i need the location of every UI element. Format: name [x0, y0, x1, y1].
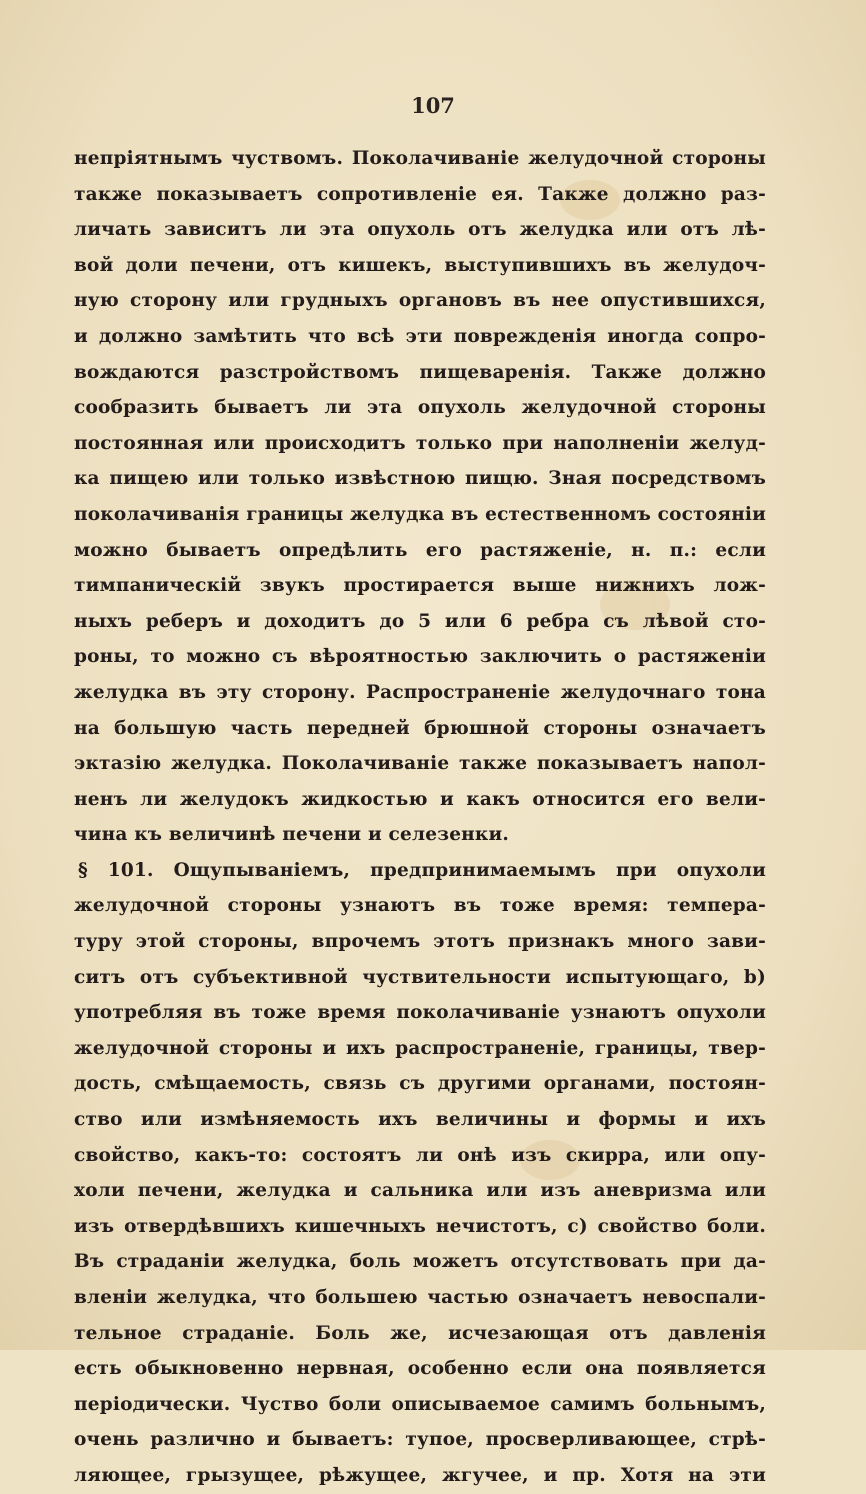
text-line: свойство, какъ-то: состоятъ ли онѣ изъ скирра, или опу-: [74, 1144, 766, 1166]
text-line: ство или измѣняемость ихъ величины и формы и ихъ: [74, 1109, 766, 1131]
text-line: очень различно и бываетъ: тупое, просверливающее, стрѣ-: [74, 1429, 766, 1451]
text-line: вождаются разстройствомъ пищеваренія. Также должно: [74, 361, 766, 383]
text-line: вленіи желудка, что большею частью означаетъ невоспали-: [74, 1287, 766, 1308]
text-line: ляющее, грызущее, рѣжущее, жгучее, и пр. Хотя на эти: [74, 1464, 766, 1486]
text-line: личать зависитъ ли эта опухоль отъ желудка или отъ лѣ-: [74, 219, 766, 241]
text-line: желудочной стороны узнаютъ въ тоже время: темпера-: [74, 895, 766, 917]
text-line: постоянная или происходитъ только при наполненіи желуд-: [74, 432, 766, 454]
text-line: можно бываетъ опредѣлить его растяженіе, н. п.: если: [74, 539, 766, 561]
text-line: также показываетъ сопротивленіе ея. Также должно раз-: [74, 183, 766, 205]
text-line: и должно замѣтить что всѣ эти поврежденія иногда сопро-: [74, 325, 766, 347]
text-line: изъ отвердѣвшихъ кишечныхъ нечистотъ, c) свойство боли.: [74, 1215, 766, 1237]
text-line: эктазію желудка. Поколачиваніе также показываетъ напол-: [74, 753, 766, 775]
text-line: ную сторону или грудныхъ органовъ въ нее опустившихся,: [74, 290, 766, 312]
text-line: на большую часть передней брюшной стороны означаетъ: [74, 717, 766, 739]
text-line: тельное страданіе. Боль же, исчезающая отъ давленія: [74, 1322, 766, 1344]
text-line: употребляя въ тоже время поколачиваніе узнаютъ опухоли: [74, 1002, 766, 1024]
text-line-paragraph-end: чина къ величинѣ печени и селезенки.: [74, 824, 510, 846]
body-text: [74, 141, 766, 1494]
text-line: тимпаническій звукъ простирается выше нижнихъ лож-: [74, 575, 766, 597]
page-number: 107: [411, 93, 455, 118]
text-line: вой доли печени, отъ кишекъ, выступившихъ въ желудоч-: [74, 254, 766, 276]
text-line-section-start: § 101. Ощупываніемъ, предпринимаемымъ при опухоли: [78, 859, 766, 881]
text-line: ситъ отъ субъективной чуствительности испытующаго, b): [74, 966, 766, 988]
text-line: туру этой стороны, впрочемъ этотъ признакъ много зави-: [74, 931, 766, 953]
text-line: сообразить бываетъ ли эта опухоль желудочной стороны: [74, 397, 766, 419]
text-line: ныхъ реберъ и доходитъ до 5 или 6 ребра съ лѣвой сто-: [74, 610, 766, 632]
text-line: поколачиванія границы желудка въ естественномъ состояніи: [74, 503, 766, 525]
text-line: желудка въ эту сторону. Распространеніе желудочнаго тона: [74, 681, 766, 703]
text-line: ненъ ли желудокъ жидкостью и какъ относится его вели-: [74, 788, 766, 810]
text-line: дость, смѣщаемость, связь съ другими органами, постоян-: [74, 1073, 766, 1095]
text-line: роны, то можно съ вѣроятностью заключить о растяженіи: [74, 646, 766, 668]
text-line: есть обыкновенно нервная, особенно если она появляется: [74, 1358, 766, 1380]
text-line: желудочной стороны и ихъ распространеніе, границы, твер-: [74, 1037, 766, 1059]
text-line: ка пищею или только извѣстною пищю. Зная посредствомъ: [74, 468, 766, 490]
text-line: непріятнымъ чуствомъ. Поколачиваніе желудочной стороны: [74, 148, 766, 169]
text-line: періодически. Чуство боли описываемое самимъ больнымъ,: [74, 1393, 766, 1415]
text-line: Въ страданіи желудка, боль можетъ отсутствовать при да-: [74, 1251, 766, 1273]
text-line: холи печени, желудка и сальника или изъ аневризма или: [74, 1180, 766, 1202]
